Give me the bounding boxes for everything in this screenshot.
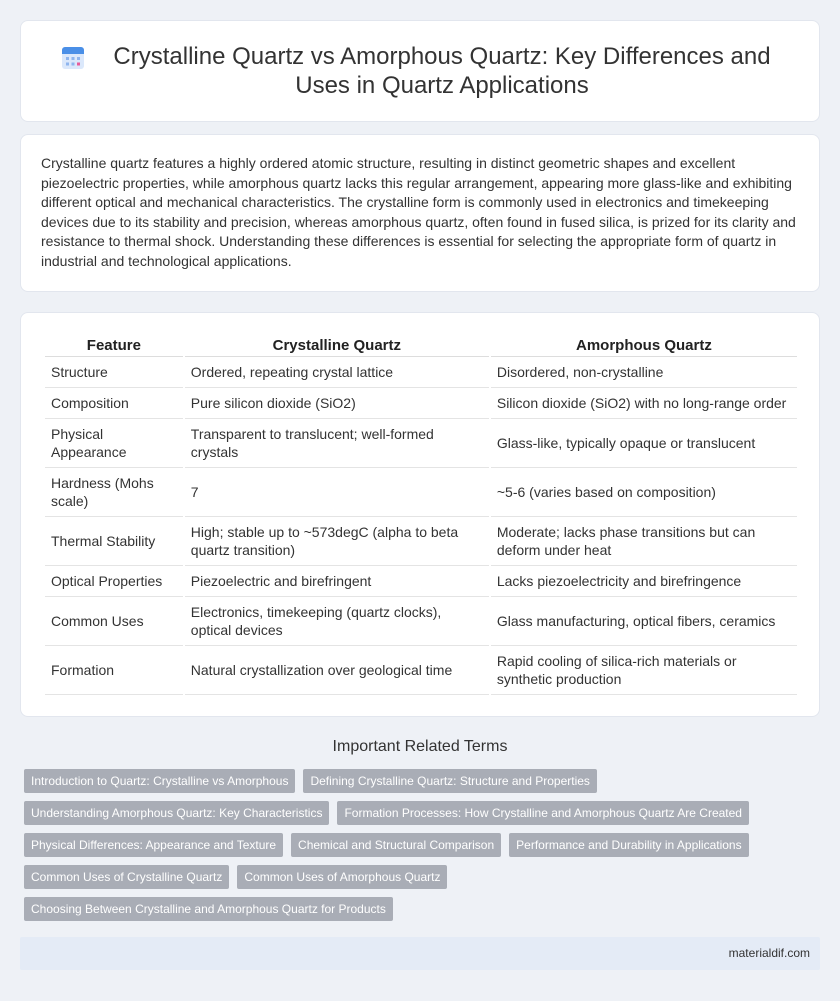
related-term-tag[interactable]: Defining Crystalline Quartz: Structure and Properties (303, 769, 596, 793)
row-amorphous: Rapid cooling of silica-rich materials or synthetic production (491, 646, 797, 695)
row-feature: Optical Properties (45, 566, 183, 597)
table-row (45, 357, 797, 388)
related-term-tag[interactable]: Understanding Amorphous Quartz: Key Characteristics (24, 801, 329, 825)
table-row (45, 597, 797, 646)
row-amorphous: Glass-like, typically opaque or translucent (491, 419, 797, 468)
related-term-tag[interactable]: Common Uses of Amorphous Quartz (237, 865, 447, 889)
comparison-table (43, 331, 799, 695)
related-term-tag[interactable]: Common Uses of Crystalline Quartz (24, 865, 229, 889)
table-row (45, 419, 797, 468)
table-row (45, 468, 797, 517)
row-crystalline: Piezoelectric and birefringent (185, 566, 489, 597)
row-feature: Common Uses (45, 597, 183, 646)
table-row (45, 566, 797, 597)
footer (20, 937, 820, 970)
related-terms-list (24, 769, 804, 929)
header-feature: Feature (45, 331, 183, 357)
row-amorphous: Silicon dioxide (SiO2) with no long-range order (491, 388, 797, 419)
calendar-icon (61, 44, 85, 70)
table-row (45, 517, 797, 566)
table-row (45, 646, 797, 695)
row-feature: Thermal Stability (45, 517, 183, 566)
related-term-tag[interactable]: Chemical and Structural Comparison (291, 833, 501, 857)
row-feature: Formation (45, 646, 183, 695)
related-term-tag[interactable]: Physical Differences: Appearance and Texture (24, 833, 283, 857)
header-crystalline: Crystalline Quartz (185, 331, 489, 357)
row-crystalline: Pure silicon dioxide (SiO2) (185, 388, 489, 419)
row-amorphous: Disordered, non-crystalline (491, 357, 797, 388)
related-term-tag[interactable]: Introduction to Quartz: Crystalline vs Amorphous (24, 769, 295, 793)
comparison-card (20, 312, 820, 717)
related-term-tag[interactable]: Formation Processes: How Crystalline and Amorphous Quartz Are Created (337, 801, 749, 825)
row-amorphous: Lacks piezoelectricity and birefringence (491, 566, 797, 597)
row-amorphous: Glass manufacturing, optical fibers, ceramics (491, 597, 797, 646)
footer-site-link[interactable]: materialdif.com (728, 946, 810, 960)
row-feature: Physical Appearance (45, 419, 183, 468)
table-header-row (45, 331, 797, 357)
header-amorphous: Amorphous Quartz (491, 331, 797, 357)
related-term-tag[interactable]: Performance and Durability in Applications (509, 833, 748, 857)
row-crystalline: Electronics, timekeeping (quartz clocks), optical devices (185, 597, 489, 646)
row-crystalline: Ordered, repeating crystal lattice (185, 357, 489, 388)
related-term-tag[interactable]: Choosing Between Crystalline and Amorphous Quartz for Products (24, 897, 393, 921)
intro-card (20, 134, 820, 292)
row-feature: Composition (45, 388, 183, 419)
table-row (45, 388, 797, 419)
header-card (20, 20, 820, 122)
row-feature: Structure (45, 357, 183, 388)
row-crystalline: High; stable up to ~573degC (alpha to beta quartz transition) (185, 517, 489, 566)
row-amorphous: Moderate; lacks phase transitions but can deform under heat (491, 517, 797, 566)
row-crystalline: Transparent to translucent; well-formed crystals (185, 419, 489, 468)
row-crystalline: 7 (185, 468, 489, 517)
row-feature: Hardness (Mohs scale) (45, 468, 183, 517)
related-terms-title: Important Related Terms (332, 738, 508, 755)
row-crystalline: Natural crystallization over geological time (185, 646, 489, 695)
row-amorphous: ~5-6 (varies based on composition) (491, 468, 797, 517)
page-title: Crystalline Quartz vs Amorphous Quartz: Key Differences and Uses in Quartz Applications (113, 43, 771, 99)
intro-paragraph: Crystalline quartz features a highly ordered atomic structure, resulting in distinct geometric shapes and excellent piezoelectric properties, while amorphous quartz lacks this regular arrangement, appearing more glass-like and exhibiting different optical and mechanical characteristics. The crystalline form is commonly used in electronics and timekeeping devices due to its stability and precision, whereas amorphous quartz, often found in fused silica, is prized for its clarity and resistance to thermal shock. Understanding these differences is essential for selecting the appropriate form of quartz in industrial and technological applications. (41, 155, 796, 269)
